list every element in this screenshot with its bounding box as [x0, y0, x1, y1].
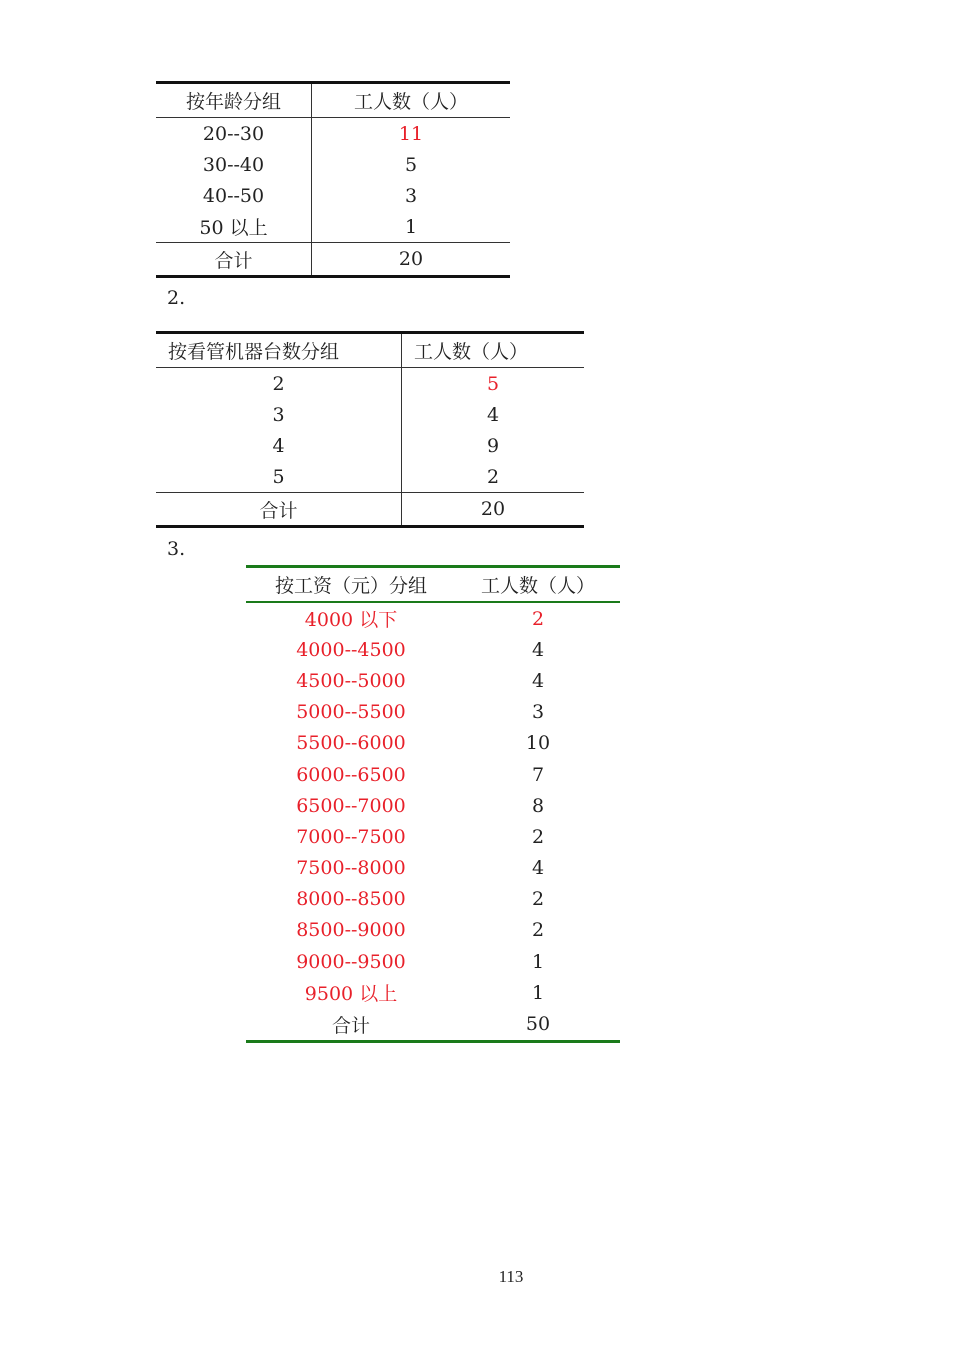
count-cell: 3 [404, 184, 418, 207]
group-cell: 20--30 [156, 118, 312, 150]
column-header: 按工资（元）分组 [246, 567, 456, 603]
group-cell: 4 [156, 430, 402, 461]
table-header-row [246, 567, 620, 603]
group-cell: 9500 以上 [304, 983, 398, 1006]
column-header: 工人数（人） [312, 83, 511, 118]
count-cell: 4 [531, 669, 545, 692]
count-cell: 2 [531, 607, 545, 630]
count-cell: 1 [531, 981, 545, 1004]
count-cell: 8 [531, 794, 545, 817]
group-cell: 2 [156, 368, 402, 400]
table-row [246, 946, 620, 977]
table-row [156, 368, 584, 400]
table-row [246, 915, 620, 946]
table-row [246, 634, 620, 665]
group-cell: 5 [156, 461, 402, 493]
table-row [246, 790, 620, 821]
total-count: 20 [312, 243, 511, 277]
table-header-row [156, 333, 584, 368]
column-header: 工人数（人） [456, 567, 620, 603]
group-cell: 6500--7000 [296, 794, 406, 817]
count-cell: 10 [525, 732, 551, 755]
table-row [156, 118, 510, 150]
count-cell: 4 [486, 403, 500, 426]
total-row [156, 243, 510, 277]
total-row [156, 493, 584, 527]
table-row [246, 665, 620, 696]
table-row [246, 821, 620, 852]
group-cell: 5000--5500 [296, 701, 406, 724]
count-cell: 2 [531, 919, 545, 942]
table-row [246, 759, 620, 790]
count-cell: 1 [531, 950, 545, 973]
total-label: 合计 [331, 1014, 370, 1037]
table-row [156, 461, 584, 493]
column-header: 按年龄分组 [156, 83, 312, 118]
machine-count-table [156, 331, 584, 528]
table-row [156, 211, 510, 243]
column-header: 工人数（人） [402, 333, 585, 368]
count-cell: 2 [486, 465, 500, 488]
count-cell: 7 [531, 763, 545, 786]
table-row [246, 697, 620, 728]
total-count: 50 [525, 1013, 551, 1036]
table-row [156, 180, 510, 211]
group-cell: 6000--6500 [296, 763, 406, 786]
age-group-table [156, 81, 510, 278]
table-row [246, 728, 620, 759]
section-label-3: 3. [167, 538, 186, 560]
group-cell: 4000--4500 [296, 638, 406, 661]
group-cell: 7000--7500 [296, 825, 406, 848]
count-cell: 1 [404, 215, 418, 238]
group-cell: 40--50 [156, 180, 312, 211]
section-label-2: 2. [167, 287, 186, 309]
page-number: 113 [498, 1267, 524, 1286]
count-cell: 11 [398, 122, 424, 145]
table-row [156, 149, 510, 180]
count-cell: 5 [404, 153, 418, 176]
total-label: 合计 [156, 493, 402, 527]
count-cell: 4 [531, 857, 545, 880]
table-row [246, 602, 620, 634]
count-cell: 5 [486, 372, 500, 395]
table-row [156, 399, 584, 430]
wage-group-table [246, 565, 620, 1043]
total-count: 20 [402, 493, 585, 527]
table-row [246, 977, 620, 1008]
total-row [246, 1008, 620, 1041]
table-row [156, 430, 584, 461]
group-cell: 5500--6000 [296, 732, 406, 755]
count-cell: 9 [486, 434, 500, 457]
group-cell: 50 以上 [156, 211, 312, 243]
group-cell: 7500--8000 [296, 857, 406, 880]
table-row [246, 884, 620, 915]
table-header-row [156, 83, 510, 118]
group-cell: 4500--5000 [296, 669, 406, 692]
count-cell: 4 [531, 638, 545, 661]
group-cell: 8500--9000 [296, 919, 406, 942]
group-cell: 4000 以下 [304, 609, 398, 632]
group-cell: 9000--9500 [296, 950, 406, 973]
group-cell: 8000--8500 [296, 888, 406, 911]
count-cell: 2 [531, 888, 545, 911]
table-row [246, 853, 620, 884]
column-header: 按看管机器台数分组 [156, 333, 402, 368]
count-cell: 3 [531, 701, 545, 724]
count-cell: 2 [531, 825, 545, 848]
group-cell: 30--40 [156, 149, 312, 180]
total-label: 合计 [156, 243, 312, 277]
group-cell: 3 [156, 399, 402, 430]
